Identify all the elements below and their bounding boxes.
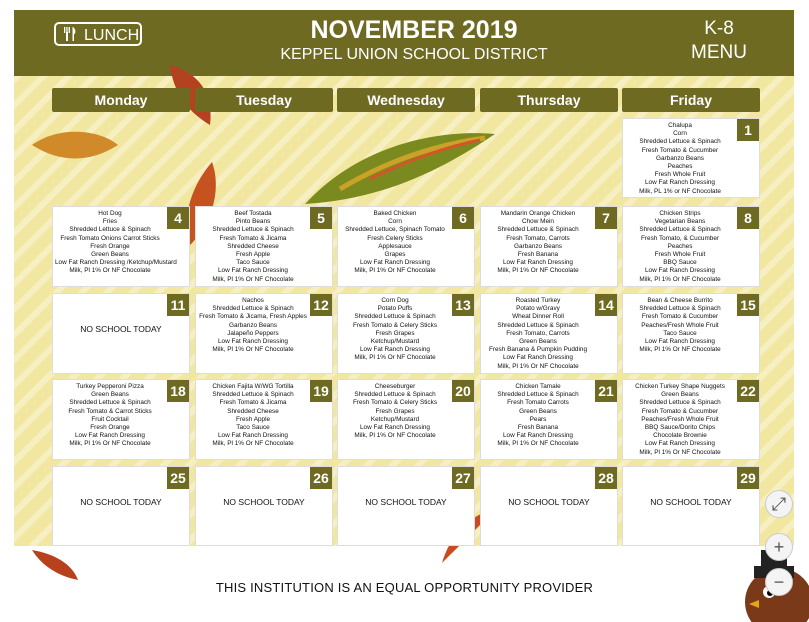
menu-item: Fresh Tomato, & Cucumber <box>640 234 720 242</box>
day-cell <box>622 293 760 374</box>
menu-list <box>198 210 308 284</box>
day-cell <box>195 206 333 287</box>
menu-item: Nachos <box>242 297 264 304</box>
day-cell <box>480 206 618 287</box>
menu-list <box>483 210 593 276</box>
header-banner <box>14 10 794 76</box>
day-cell <box>52 293 190 374</box>
menu-item: Fruit Cocktail <box>91 415 129 423</box>
day-number: 22 <box>737 380 759 402</box>
menu-item: Jalapeño Peppers <box>227 329 279 337</box>
menu-item: Peaches <box>667 242 693 250</box>
menu-item: Shredded Lettuce & Spinach <box>497 391 579 399</box>
day-number: 8 <box>737 207 759 229</box>
menu-item: Fresh Grapes <box>375 329 415 337</box>
fork-knife-icon <box>62 26 78 42</box>
menu-item: Green Beans <box>661 391 699 399</box>
menu-item: Low Fat Ranch Dressing <box>218 432 288 440</box>
no-school-note: NO SCHOOL TODAY <box>80 497 162 507</box>
menu-item: Shredded Cheese <box>227 242 279 250</box>
menu-item: Shredded Lettuce & Spinach <box>497 321 579 329</box>
menu-item: Chocolate Brownie <box>653 432 707 440</box>
menu-item: Milk, Pl 1% Or NF Chocolate <box>354 354 436 362</box>
menu-item: Pears <box>529 415 547 423</box>
day-cell <box>480 379 618 460</box>
day-header-wednesday: Wednesday <box>337 88 475 112</box>
menu-item: Fresh Banana <box>517 251 559 259</box>
menu-item: Fresh Tomato, Carrots <box>506 234 570 242</box>
menu-item: Milk, Pl 1% Or NF Chocolate <box>212 440 294 448</box>
menu-item: Milk, Pl 1% Or NF Chocolate <box>212 275 294 283</box>
menu-item: Fresh Orange <box>90 242 130 250</box>
menu-item: Low Fat Ranch Dressing <box>360 424 430 432</box>
zoom-out-button[interactable]: − <box>765 568 793 596</box>
menu-item: Beef Tostada <box>234 210 272 217</box>
lunch-badge <box>54 22 142 46</box>
menu-item: Fresh Whole Fruit <box>654 171 706 179</box>
menu-item: Bean & Cheese Burrito <box>647 297 713 304</box>
menu-item: Taco Sauce <box>236 259 270 267</box>
day-cell <box>622 206 760 287</box>
day-cell <box>195 293 333 374</box>
day-header-monday: Monday <box>52 88 190 112</box>
menu-list <box>340 210 450 276</box>
day-number: 26 <box>310 467 332 489</box>
menu-item: Low Fat Ranch Dressing <box>645 338 715 346</box>
day-cell <box>622 118 760 198</box>
menu-item: Milk, Pl 1% Or NF Chocolate <box>212 346 294 354</box>
menu-list <box>625 297 735 354</box>
menu-item: Chow Mein <box>522 218 554 226</box>
menu-item: Shredded Lettuce & Spinach <box>212 391 294 399</box>
menu-item: Low Fat Ranch Dressing <box>503 432 573 440</box>
day-number: 25 <box>167 467 189 489</box>
day-cell <box>52 206 190 287</box>
district-name: KEPPEL UNION SCHOOL DISTRICT <box>280 46 548 63</box>
day-number: 7 <box>595 207 617 229</box>
menu-item: Potato Puffs <box>377 305 413 313</box>
menu-item: Corn <box>673 130 687 138</box>
day-number: 27 <box>452 467 474 489</box>
menu-item: Taco Sauce <box>663 329 697 337</box>
menu-item: Fresh Tomato, Carrots <box>506 329 570 337</box>
no-school-note: NO SCHOOL TODAY <box>365 497 447 507</box>
day-cell <box>337 466 475 546</box>
menu-item: Shredded Lettuce & Spinach <box>212 305 294 313</box>
menu-item: Hot Dog <box>98 210 122 217</box>
menu-item: Low Fat Ranch Dressing <box>360 346 430 354</box>
menu-item: Roasted Turkey <box>515 297 561 304</box>
menu-item: Baked Chicken <box>373 210 417 217</box>
day-number: 20 <box>452 380 474 402</box>
menu-item: Low Fat Ranch Dressing <box>503 259 573 267</box>
day-number: 1 <box>737 119 759 141</box>
menu-item: Fresh Whole Fruit <box>654 251 706 259</box>
menu-item: Garbanzo Beans <box>229 321 277 329</box>
menu-list <box>625 122 735 196</box>
menu-item: Chicken Fajita W/WG Tortilla <box>212 383 294 390</box>
autumn-leaf-icon <box>30 125 120 165</box>
day-cell <box>337 379 475 460</box>
menu-list <box>483 297 593 371</box>
no-school-note: NO SCHOOL TODAY <box>650 497 732 507</box>
menu-item: Fresh Tomato Carrots <box>507 399 569 407</box>
menu-item: Wheat Dinner Roll <box>512 313 564 321</box>
menu-item: Fresh Tomato & Celery Sticks <box>352 399 438 407</box>
menu-item: Milk, Pl 1% Or NF Chocolate <box>354 432 436 440</box>
day-cell <box>337 293 475 374</box>
menu-item: Milk, Pl 1% Or NF Chocolate <box>497 440 579 448</box>
menu-item: Ketchup/Mustard <box>370 415 420 423</box>
menu-item: Milk, Pl 1% Or NF Chocolate <box>497 362 579 370</box>
menu-item: Low Fat Ranch Dressing <box>503 354 573 362</box>
menu-item: Applesauce <box>378 242 412 250</box>
day-cell <box>480 293 618 374</box>
menu-item: Low Fat Ranch Dressing /Ketchup/Mustard <box>55 259 177 267</box>
menu-item: Shredded Lettuce & Spinach <box>354 313 436 321</box>
menu-item: Pinto Beans <box>235 218 271 226</box>
menu-item: Fresh Grapes <box>375 407 415 415</box>
menu-item: Milk, PL 1% or NF Chocolate <box>639 187 721 195</box>
menu-item: Shredded Lettuce & Spinach <box>69 399 151 407</box>
no-school-note: NO SCHOOL TODAY <box>223 497 305 507</box>
zoom-in-button[interactable]: + <box>765 533 793 561</box>
day-number: 14 <box>595 294 617 316</box>
day-cell <box>337 206 475 287</box>
grade-label: K-8 <box>704 18 734 39</box>
menu-item: BBQ Sauce <box>663 259 697 267</box>
menu-item: Milk, Pl 1% Or NF Chocolate <box>639 346 721 354</box>
day-cell <box>195 379 333 460</box>
day-header-tuesday: Tuesday <box>195 88 333 112</box>
menu-item: Fresh Apple <box>235 251 271 259</box>
menu-list <box>625 383 735 457</box>
menu-item: Milk, Pl 1% Or NF Chocolate <box>497 267 579 275</box>
menu-list <box>625 210 735 284</box>
menu-item: Fresh Banana & Pumpkin Pudding <box>488 346 588 354</box>
menu-item: Milk, Pl 1% Or NF Chocolate <box>69 267 151 275</box>
menu-list <box>483 383 593 449</box>
menu-item: Low Fat Ranch Dressing <box>360 259 430 267</box>
menu-item: Green Beans <box>91 391 129 399</box>
menu-item: Potato w/Gravy <box>516 305 560 313</box>
menu-list <box>340 297 450 363</box>
menu-list <box>340 383 450 440</box>
day-number: 28 <box>595 467 617 489</box>
menu-item: Shredded Lettuce & Spinach <box>639 399 721 407</box>
menu-item: Peaches <box>667 163 693 171</box>
menu-label: MENU <box>691 42 747 63</box>
day-cell <box>52 379 190 460</box>
menu-item: Fresh Tomato & Jicama <box>219 234 287 242</box>
menu-item: Milk, Pl 1% Or NF Chocolate <box>69 440 151 448</box>
menu-item: Chicken Tamale <box>515 383 561 390</box>
menu-item: Green Beans <box>519 338 557 346</box>
menu-item: Shredded Lettuce & Spinach <box>212 226 294 234</box>
day-number: 5 <box>310 207 332 229</box>
menu-item: Shredded Lettuce, Spinach Tomato <box>345 226 445 234</box>
no-school-note: NO SCHOOL TODAY <box>80 324 162 334</box>
menu-item: Corn Dog <box>381 297 409 304</box>
menu-item: Peaches/Fresh Whole Fruit <box>641 321 719 329</box>
menu-item: Mandarin Orange Chicken <box>500 210 576 217</box>
menu-item: Milk, Pl 1% Or NF Chocolate <box>639 275 721 283</box>
menu-item: Taco Sauce <box>236 424 270 432</box>
menu-list <box>55 210 177 276</box>
day-number: 18 <box>167 380 189 402</box>
menu-item: Cheeseburger <box>374 383 416 390</box>
menu-item: Chalupa <box>668 122 692 129</box>
menu-item: Ketchup/Mustard <box>370 338 420 346</box>
menu-item: Shredded Lettuce & Spinach <box>639 226 721 234</box>
menu-item: Milk, Pl 1% Or NF Chocolate <box>354 267 436 275</box>
menu-item: Fresh Tomato & Cucumber <box>641 407 719 415</box>
autumn-leaf-icon <box>30 548 80 582</box>
day-number: 15 <box>737 294 759 316</box>
day-number: 4 <box>167 207 189 229</box>
no-school-note: NO SCHOOL TODAY <box>508 497 590 507</box>
menu-item: Shredded Lettuce & Spinach <box>354 391 436 399</box>
menu-item: Chicken Turkey Shape Nuggets <box>635 383 725 390</box>
menu-item: Low Fat Ranch Dressing <box>218 338 288 346</box>
menu-item: Fries <box>102 218 118 226</box>
menu-item: Peaches/Fresh Whole Fruit <box>641 415 719 423</box>
menu-item: Green Beans <box>519 407 557 415</box>
menu-item: Green Beans <box>91 251 129 259</box>
fit-screen-button[interactable]: ⤢ <box>765 490 793 518</box>
menu-item: Fresh Tomato & Cucumber <box>641 313 719 321</box>
day-number: 12 <box>310 294 332 316</box>
menu-item: BBQ Sauce/Dorito Chips <box>644 424 716 432</box>
menu-item: Fresh Tomato & Jicama <box>219 399 287 407</box>
menu-item: Fresh Tomato & Cucumber <box>641 146 719 154</box>
menu-item: Shredded Cheese <box>227 407 279 415</box>
menu-item: Shredded Lettuce & Spinach <box>69 226 151 234</box>
day-number: 29 <box>737 467 759 489</box>
menu-item: Fresh Tomato Onions Carrot Sticks <box>60 234 160 242</box>
day-number: 13 <box>452 294 474 316</box>
menu-item: Low Fat Ranch Dressing <box>645 267 715 275</box>
menu-item: Fresh Celery Sticks <box>367 234 423 242</box>
menu-list <box>55 383 165 449</box>
menu-list <box>198 383 308 449</box>
day-number: 11 <box>167 294 189 316</box>
menu-item: Milk, Pl 1% Or NF Chocolate <box>639 448 721 456</box>
menu-item: Low Fat Ranch Dressing <box>645 440 715 448</box>
menu-item: Garbanzo Beans <box>514 242 562 250</box>
day-number: 19 <box>310 380 332 402</box>
menu-item: Low Fat Ranch Dressing <box>218 267 288 275</box>
menu-item: Low Fat Ranch Dressing <box>645 179 715 187</box>
menu-item: Fresh Apple <box>235 415 271 423</box>
day-cell <box>480 466 618 546</box>
menu-item: Fresh Tomato & Carrot Sticks <box>68 407 152 415</box>
menu-item: Shredded Lettuce & Spinach <box>497 226 579 234</box>
footer-statement: THIS INSTITUTION IS AN EQUAL OPPORTUNITY PROVIDER <box>215 580 594 595</box>
day-header-thursday: Thursday <box>480 88 618 112</box>
day-cell <box>52 466 190 546</box>
menu-item: Vegetarian Beans <box>654 218 706 226</box>
day-header-friday: Friday <box>622 88 760 112</box>
day-number: 21 <box>595 380 617 402</box>
menu-item: Fresh Orange <box>90 424 130 432</box>
menu-item: Low Fat Ranch Dressing <box>75 432 145 440</box>
menu-item: Fresh Banana <box>517 424 559 432</box>
menu-list <box>198 297 308 354</box>
menu-item: Turkey Pepperoni Pizza <box>76 383 144 390</box>
menu-item: Shredded Lettuce & Spinach <box>639 305 721 313</box>
menu-item: Garbanzo Beans <box>656 154 704 162</box>
menu-item: Shredded Lettuce & Spinach <box>639 138 721 146</box>
menu-item: Corn <box>388 218 402 226</box>
page-title: NOVEMBER 2019 <box>310 16 518 44</box>
day-cell <box>195 466 333 546</box>
menu-item: Fresh Tomato & Jicama, Fresh Apples <box>199 313 307 321</box>
lunch-badge-label: LUNCH <box>84 27 140 44</box>
menu-item: Grapes <box>384 251 406 259</box>
turkey-icon <box>719 532 809 622</box>
menu-item: Fresh Tomato & Celery Sticks <box>352 321 438 329</box>
day-number: 6 <box>452 207 474 229</box>
menu-item: Chicken Strips <box>659 210 701 217</box>
day-cell <box>622 379 760 460</box>
autumn-leaf-icon <box>300 124 500 214</box>
